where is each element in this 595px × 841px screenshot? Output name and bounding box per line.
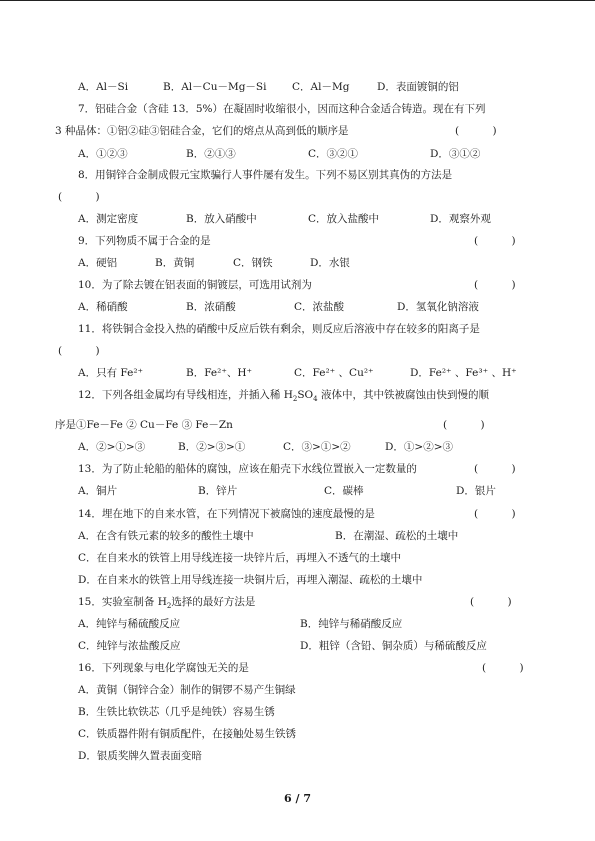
q16-option-a: A．黄铜（铜锌合金）制作的铜锣不易产生铜绿 (78, 684, 296, 696)
q8-option-c: C．放入盐酸中 (308, 213, 380, 225)
q6-option-d: D．表面镀铜的铝 (377, 81, 459, 93)
q12-answer-bracket: ( ) (443, 419, 485, 431)
q11-option-a: A．只有 Fe²⁺ (78, 367, 144, 379)
q6-option-b: B．Al－Cu－Mg－Si (163, 81, 267, 93)
q11-option-b: B．Fe²⁺、H⁺ (186, 367, 253, 379)
q16-option-b: B．生铁比软铁芯（几乎是纯铁）容易生锈 (78, 706, 275, 718)
page-number: 6 / 7 (284, 792, 311, 805)
q8-stem-line1: 8．用铜锌合金制成假元宝欺骗行人事件屡有发生。下列不易区别其真伪的方法是 (78, 169, 453, 181)
q7-option-a: A．①②③ (78, 148, 128, 160)
q16-answer-bracket: ( ) (482, 662, 524, 674)
q11-option-d: D．Fe²⁺ 、Fe³⁺ 、H⁺ (410, 367, 517, 379)
q9-option-a: A．硬铝 (78, 257, 118, 269)
q8-answer-bracket: ( ) (58, 191, 100, 203)
q9-option-b: B．黄铜 (155, 257, 195, 269)
q9-option-c: C．钢铁 (233, 257, 273, 269)
q6-option-c: C．Al－Mg (292, 81, 350, 93)
q6-option-a: A．Al－Si (78, 81, 129, 93)
q13-option-c: C．碳棒 (324, 485, 364, 497)
q8-option-a: A．测定密度 (78, 213, 139, 225)
q16-option-d: D．银质奖牌久置表面变暗 (78, 750, 202, 762)
q14-option-c: C．在自来水的铁管上用导线连接一块锌片后，再埋入不透气的土壤中 (78, 552, 402, 564)
top-rule (0, 0, 595, 1)
q15-answer-bracket: ( ) (470, 596, 512, 608)
q14-option-b: B．在潮湿、疏松的土壤中 (335, 530, 459, 542)
q10-option-a: A．稀硝酸 (78, 301, 128, 313)
q15-option-b: B．纯锌与稀硝酸反应 (300, 618, 403, 630)
q16-option-c: C．铁质器件附有铜质配件，在接触处易生铁锈 (78, 728, 297, 740)
q15-option-a: A．纯锌与稀硫酸反应 (78, 618, 181, 630)
q14-stem: 14．埋在地下的自来水管，在下列情况下被腐蚀的速度最慢的是 (78, 508, 375, 520)
q7-option-b: B．②①③ (186, 148, 236, 160)
q12-stem-line1: 12．下列各组金属均有导线相连，并插入稀 $H_2SO_4$ 液体中，其中铁被腐蚀由快到慢的顺 (78, 389, 489, 404)
q12-option-b: B．②>③>① (178, 441, 246, 453)
q10-option-c: C．浓盐酸 (294, 301, 345, 313)
q7-answer-bracket: ( ) (455, 125, 497, 137)
q13-stem: 13．为了防止轮船的船体的腐蚀，应该在船壳下水线位置嵌入一定数量的 (78, 463, 417, 475)
q15-option-d: D．粗锌（含铅、铜杂质）与稀硫酸反应 (300, 640, 487, 652)
q7-stem-line1: 7．铝硅合金（含硅 13．5%）在凝固时收缩很小，因而这种合金适合铸造。现在有下列 (78, 103, 486, 115)
q16-stem: 16．下列现象与电化学腐蚀无关的是 (78, 662, 249, 674)
q11-answer-bracket: ( ) (58, 345, 100, 357)
q11-option-c: C．Fe²⁺ 、Cu²⁺ (294, 367, 374, 379)
q12-stem-line2: 序是①Fe－Fe ② Cu－Fe ③ Fe－Zn (55, 419, 233, 431)
q8-option-d: D．观察外观 (430, 213, 491, 225)
q9-stem: 9．下列物质不属于合金的是 (78, 235, 211, 247)
q10-option-d: D．氢氧化钠溶液 (397, 301, 479, 313)
q12-option-c: C．③>①>② (283, 441, 351, 453)
q11-stem-line1: 11．将铁铜合金投入热的硝酸中反应后铁有剩余，则反应后溶液中存在较多的阳离子是 (78, 323, 480, 335)
q14-answer-bracket: ( ) (474, 508, 516, 520)
q10-option-b: B．浓硝酸 (186, 301, 236, 313)
q7-option-d: D．③①② (430, 148, 481, 160)
q13-option-b: B．锌片 (198, 485, 238, 497)
q8-option-b: B．放入硝酸中 (186, 213, 257, 225)
q14-option-d: D．在自来水的铁管上用导线连接一块铜片后，再埋入潮湿、疏松的土壤中 (78, 574, 423, 586)
q10-stem: 10．为了除去镀在铝表面的铜镀层，可选用试剂为 (78, 279, 312, 291)
q12-option-d: D．①>②>③ (385, 441, 454, 453)
q12-option-a: A．②>①>③ (78, 441, 146, 453)
q13-option-d: D．银片 (456, 485, 496, 497)
q7-stem-line2: 3 种晶体：①铝②硅③铝硅合金，它们的熔点从高到低的顺序是 (55, 125, 349, 137)
q14-option-a: A．在含有铁元素的较多的酸性土壤中 (78, 530, 254, 542)
q15-option-c: C．纯锌与浓盐酸反应 (78, 640, 181, 652)
q7-option-c: C．③②① (308, 148, 359, 160)
q15-stem: 15．实验室制备 $H_2$选择的最好方法是 (78, 596, 256, 611)
q9-answer-bracket: ( ) (474, 235, 516, 247)
q13-answer-bracket: ( ) (474, 463, 516, 475)
q13-option-a: A．铜片 (78, 485, 118, 497)
q9-option-d: D．水银 (310, 257, 350, 269)
q10-answer-bracket: ( ) (474, 279, 516, 291)
